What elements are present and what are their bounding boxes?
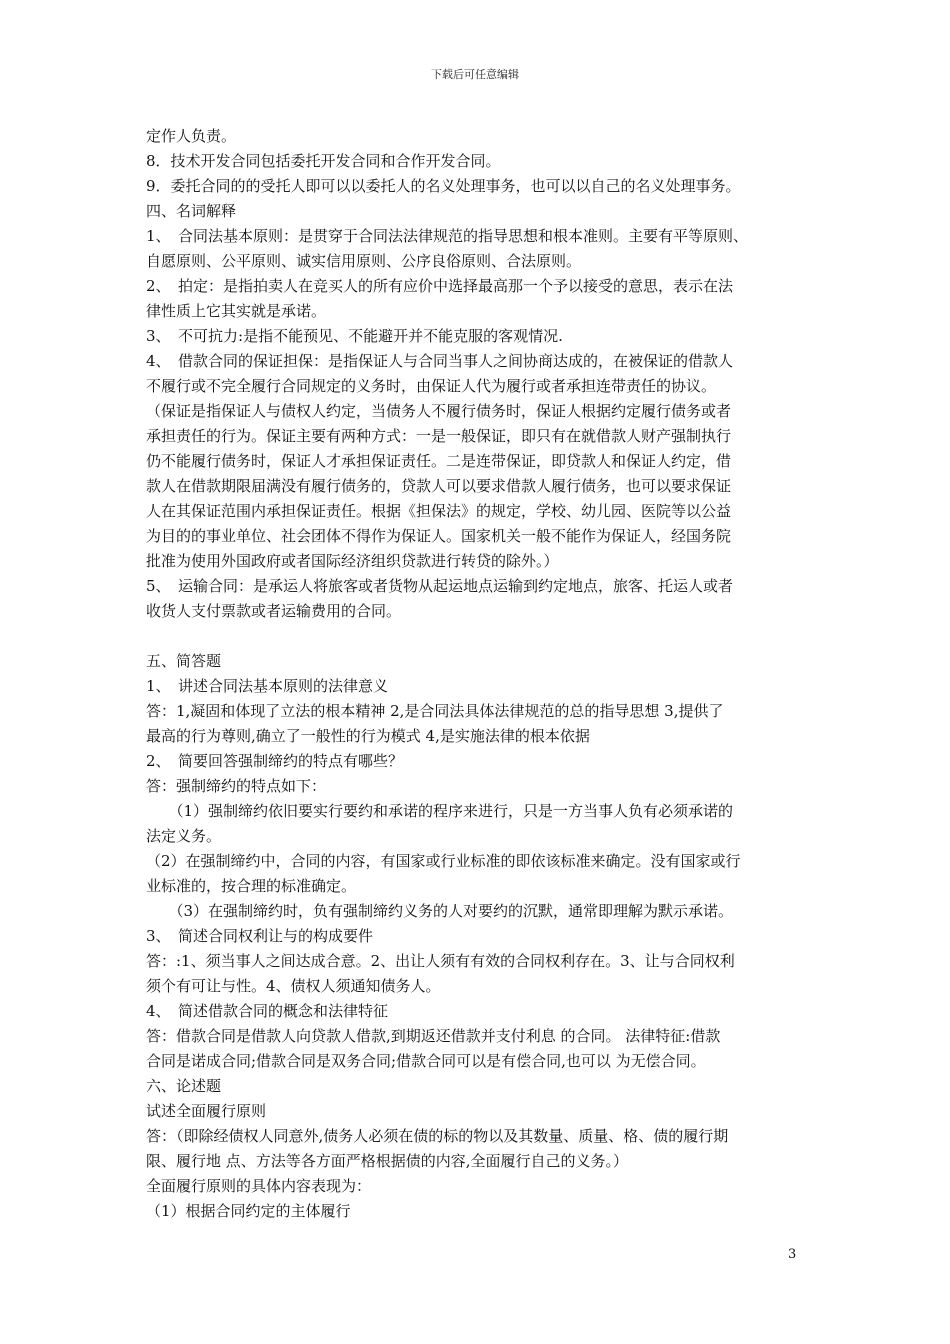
text-line: 答：:1、须当事人之间达成合意。2、出让人须有有效的合同权利存在。3、让与合同权利 (146, 952, 735, 970)
text-line: （保证是指保证人与债权人约定，当债务人不履行债务时，保证人根据约定履行债务或者 (146, 402, 732, 420)
text-line: 全面履行原则的具体内容表现为： (146, 1177, 372, 1195)
text-line: 须个有可让与性。4、债权人须通知债务人。 (146, 977, 441, 995)
text-line: 答：借款合同是借款人向贷款人借款,到期返还借款并支付利息 的合同。 法律特征:借款 (146, 1027, 721, 1045)
text-line: 款人在借款期限届满没有履行债务的，贷款人可以要求借款人履行债务，也可以要求保证 (146, 477, 732, 495)
text-line: 批准为使用外国政府或者国际经济组织贷款进行转贷的除外。） (146, 552, 559, 570)
text-line: （1）根据合同约定的主体履行 (146, 1202, 351, 1220)
text-line: 2、 简要回答强制缔约的特点有哪些？ (146, 752, 404, 770)
text-line: 自愿原则、公平原则、诚实信用原则、公序良俗原则、合法原则。 (146, 252, 582, 270)
text-line: 定作人负责。 (146, 127, 237, 145)
text-line: 限、履行地 点、方法等各方面严格根据债的内容,全面履行自己的义务。） (146, 1152, 629, 1170)
text-line: 为目的的事业单位、社会团体不得作为保证人。国家机关一般不能作为保证人，经国务院 (146, 527, 732, 545)
text-line: 4、 简述借款合同的概念和法律特征 (146, 1002, 389, 1020)
document-body (146, 124, 814, 1224)
text-line: 人在其保证范围内承担保证责任。根据《担保法》的规定，学校、幼儿园、医院等以公益 (146, 502, 732, 520)
text-line: 五、简答题 (146, 652, 222, 670)
text-line: 六、论述题 (146, 1077, 222, 1095)
text-line: 四、名词解释 (146, 202, 237, 220)
text-line: 试述全面履行原则 (146, 1102, 267, 1120)
text-line: 9．委托合同的的受托人即可以以委托人的名义处理事务，也可以以自己的名义处理事务。 (146, 177, 741, 195)
text-line: 答：强制缔约的特点如下： (146, 777, 327, 795)
text-line: 业标准的，按合理的标准确定。 (146, 877, 357, 895)
text-line: 律性质上它其实就是承诺。 (146, 302, 327, 320)
page-header: 下载后可任意编辑 (431, 68, 519, 81)
text-line: 仍不能履行债务时，保证人才承担保证责任。二是连带保证，即贷款人和保证人约定，借 (146, 452, 732, 470)
text-line: 3、 简述合同权利让与的构成要件 (146, 927, 374, 945)
text-line: 3、 不可抗力:是指不能预见、不能避开并不能克服的客观情况. (146, 327, 563, 345)
text-line: 2、 拍定：是指拍卖人在竞买人的所有应价中选择最高那一个予以接受的意思，表示在法 (146, 277, 734, 295)
text-line: 4、 借款合同的保证担保：是指保证人与合同当事人之间协商达成的，在被保证的借款人 (146, 352, 734, 370)
text-line: 合同是诺成合同;借款合同是双务合同;借款合同可以是有偿合同,也可以 为无偿合同。 (146, 1052, 706, 1070)
text-line: 1、 讲述合同法基本原则的法律意义 (146, 677, 389, 695)
text-line: 答：（即除经债权人同意外,债务人必须在债的标的物以及其数量、质量、格、债的履行期 (146, 1127, 729, 1145)
text-line: 答：1,凝固和体现了立法的根本精神 2,是合同法具体法律规范的总的指导思想 3,提供了 (146, 702, 724, 720)
text-line: 5、 运输合同：是承运人将旅客或者货物从起运地点运输到约定地点，旅客、托运人或者 (146, 577, 734, 595)
text-line: 8．技术开发合同包括委托开发合同和合作开发合同。 (146, 152, 501, 170)
text-line: （2）在强制缔约中，合同的内容，有国家或行业标准的即依该标准来确定。没有国家或行 (146, 852, 741, 870)
text-line: （1）强制缔约依旧要实行要约和承诺的程序来进行，只是一方当事人负有必须承诺的 (146, 802, 734, 820)
text-line: 收货人支付票款或者运输费用的合同。 (146, 602, 402, 620)
text-line: 1、 合同法基本原则：是贯穿于合同法法律规范的指导思想和根本准则。主要有平等原则、 (146, 227, 749, 245)
page-number: 3 (788, 1247, 797, 1262)
text-line: 不履行或不完全履行合同规定的义务时，由保证人代为履行或者承担连带责任的协议。 (146, 377, 717, 395)
text-line: 最高的行为尊则,确立了一般性的行为模式 4,是实施法律的根本依据 (146, 727, 590, 745)
blank-line (146, 624, 814, 649)
text-line: 承担责任的行为。保证主要有两种方式：一是一般保证，即只有在就借款人财产强制执行 (146, 427, 732, 445)
text-line: （3）在强制缔约时，负有强制缔约义务的人对要约的沉默，通常即理解为默示承诺。 (146, 902, 734, 920)
text-line: 法定义务。 (146, 827, 222, 845)
